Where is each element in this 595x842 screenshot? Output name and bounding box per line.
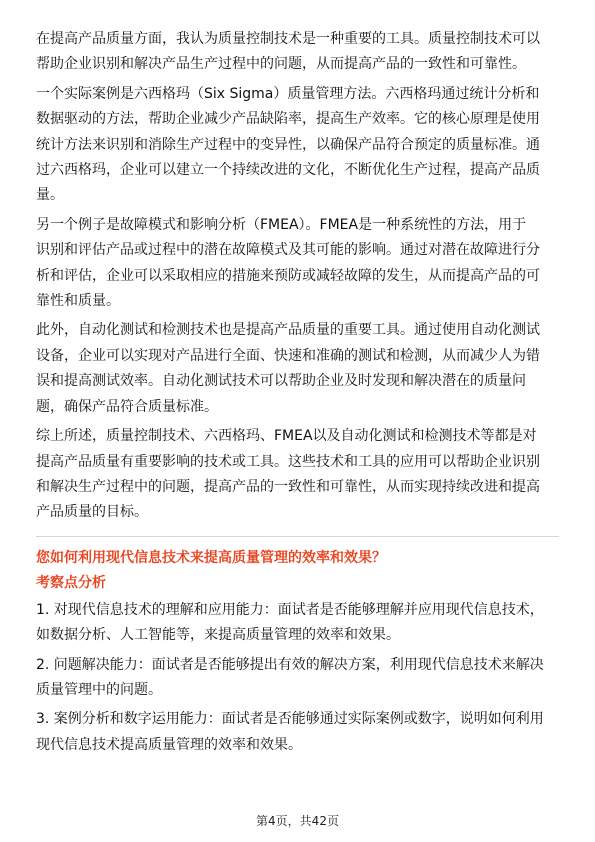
paragraph-line: 提高产品质量有重要影响的技术或工具。这些技术和工具的应用可以帮助企业识别 — [36, 453, 540, 470]
paragraph-line: 在提高产品质量方面，我认为质量控制技术是一种重要的工具。质量控制技术可以 — [36, 31, 540, 47]
analysis-item-line: 2. 问题解决能力：面试者是否能够提出有效的解决方案，利用现代信息技术来解决 — [36, 656, 544, 673]
paragraph-line: 过六西格玛，企业可以建立一个持续改进的文化，不断优化生产过程，提高产品质 — [36, 162, 540, 179]
paragraph — [36, 82, 559, 209]
paragraph-line: 综上所述，质量控制技术、六西格玛、FMEA以及自动化测试和检测技术等都是对 — [36, 428, 537, 445]
paragraph-line: 误和提高测试效率。自动化测试技术可以帮助企业及时发现和解决潜在的质量问 — [36, 373, 526, 390]
analysis-item-line: 3. 案例分析和数字运用能力：面试者是否能够通过实际案例或数字，说明如何利用 — [36, 711, 544, 728]
paragraph-line: 识别和评估产品或过程中的潜在故障模式及其可能的影响。通过对潜在故障进行分 — [36, 242, 540, 259]
paragraph-line: 产品质量的目标。 — [36, 504, 148, 521]
analysis-list — [36, 598, 559, 758]
analysis-item-line: 质量管理中的问题。 — [36, 681, 162, 698]
paragraph-line: 析和评估，企业可以采取相应的措施来预防或减轻故障的发生，从而提高产品的可 — [36, 267, 540, 284]
paragraph — [36, 213, 559, 315]
answer-body — [36, 27, 559, 526]
paragraph-line: 此外，自动化测试和检测技术也是提高产品质量的重要工具。通过使用自动化测试 — [36, 322, 540, 339]
paragraph-line: 一个实际案例是六西格玛（Six Sigma）质量管理方法。六西格玛通过统计分析和 — [36, 85, 540, 102]
paragraph-line: 靠性和质量。 — [36, 293, 120, 310]
paragraph-line: 帮助企业识别和解决产品生产过程中的问题，从而提高产品的一致性和可靠性。 — [36, 56, 526, 73]
paragraph-line: 统计方法来识别和消除生产过程中的变异性，以确保产品符合预定的质量标准。通 — [36, 136, 540, 153]
paragraph-line: 数据驱动的方法，帮助企业减少产品缺陷率，提高生产效率。它的核心原理是使用 — [36, 111, 540, 128]
analysis-item — [36, 707, 559, 758]
paragraph-line: 和解决生产过程中的问题，提高产品的一致性和可靠性，从而实现持续改进和提高 — [36, 478, 540, 495]
section-divider — [36, 536, 559, 537]
page-number: 第4页，共42页 — [256, 814, 339, 828]
paragraph — [36, 424, 559, 526]
paragraph — [36, 318, 559, 420]
analysis-item-line: 如数据分析、人工智能等，来提高质量管理的效率和效果。 — [36, 627, 400, 644]
paragraph-line: 量。 — [36, 187, 64, 204]
paragraph-line: 设备，企业可以实现对产品进行全面、快速和准确的测试和检测，从而减少人为错 — [36, 347, 540, 364]
analysis-item-line: 1. 对现代信息技术的理解和应用能力：面试者是否能够理解并应用现代信息技术， — [36, 601, 544, 618]
analysis-item — [36, 598, 559, 649]
question-heading: 您如何利用现代信息技术来提高质量管理的效率和效果？ — [36, 549, 386, 566]
analysis-heading: 考察点分析 — [36, 574, 106, 591]
analysis-item-line: 现代信息技术提高质量管理的效率和效果。 — [36, 736, 302, 753]
paragraph-line: 题，确保产品符合质量标准。 — [36, 398, 218, 415]
page-content — [36, 27, 559, 762]
analysis-item — [36, 653, 559, 704]
paragraph-line: 另一个例子是故障模式和影响分析（FMEA）。FMEA是一种系统性的方法，用于 — [36, 216, 527, 233]
paragraph — [36, 27, 559, 78]
